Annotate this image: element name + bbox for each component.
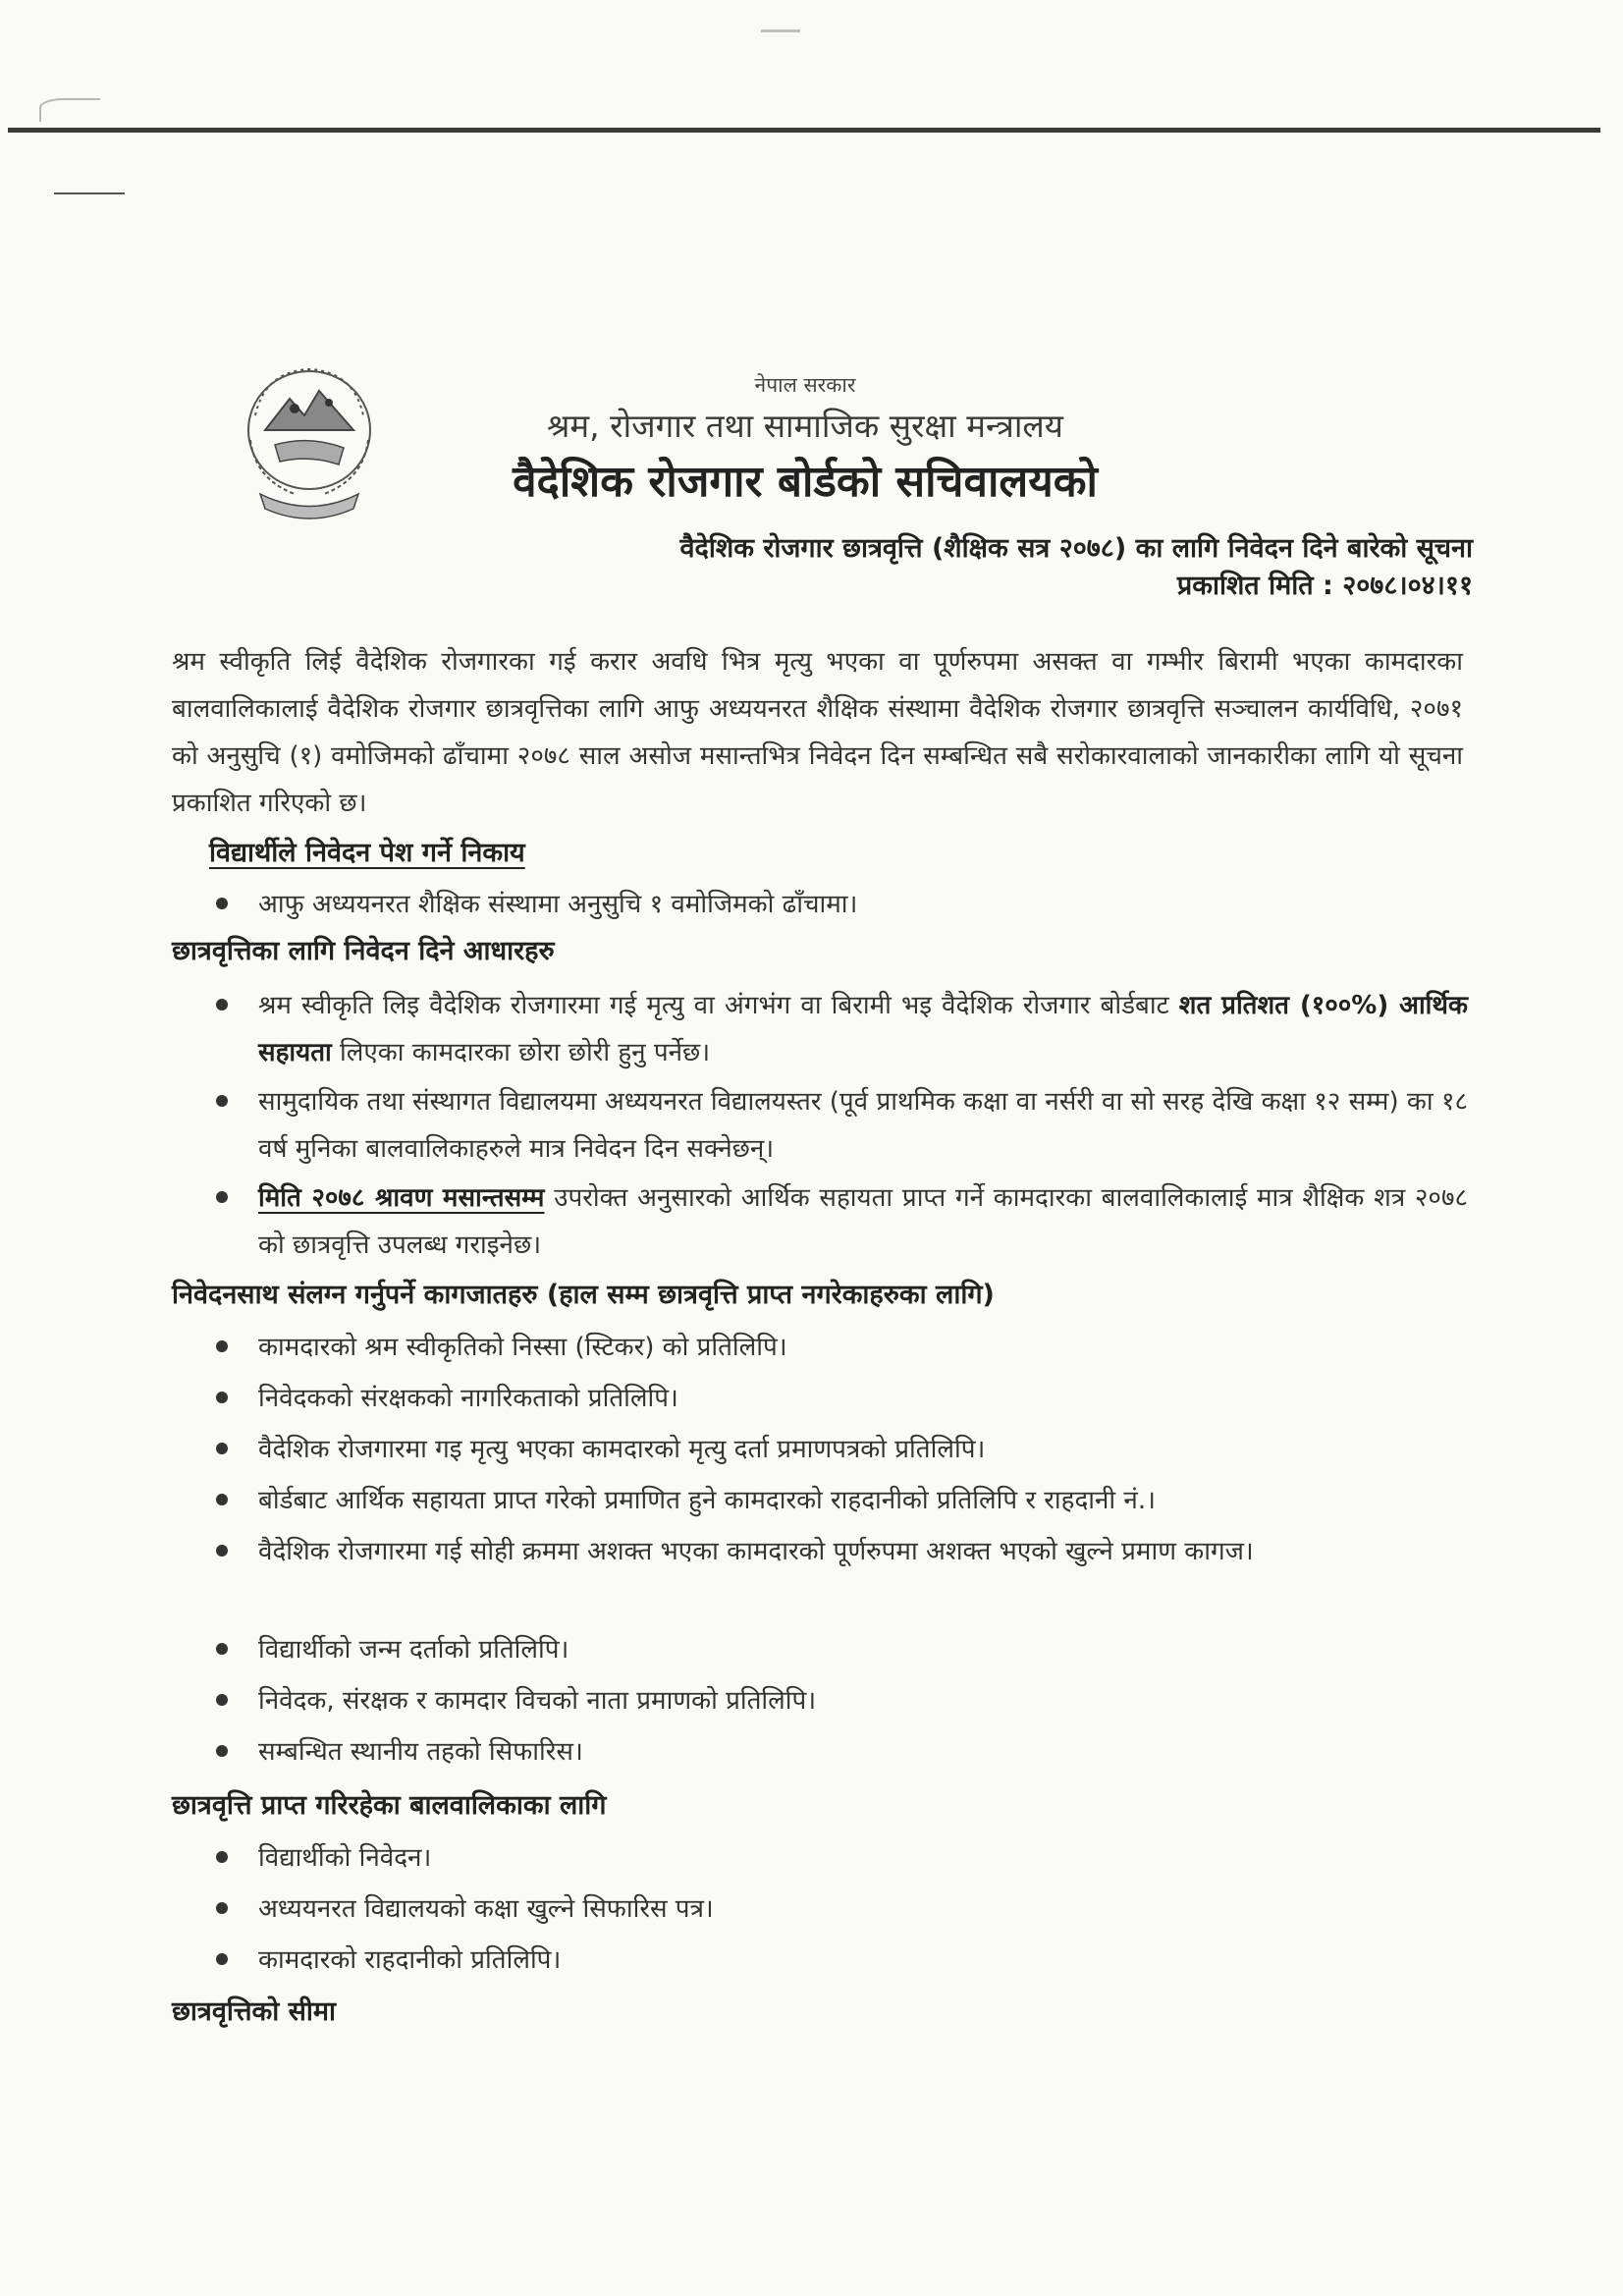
bullet-icon (216, 999, 228, 1011)
bullet-icon (216, 1745, 228, 1757)
bullet-icon (216, 1095, 228, 1107)
bullet-icon (216, 898, 228, 909)
list-item: मिति २०७८ श्रावण मसान्तसम्म उपरोक्त अनुसारको आर्थिक सहायता प्राप्त गर्ने कामदारका बालवालिकालाई मात्र शैक्षिक शत्र २०७८ को छात्रवृत्ति उपलब्ध गराइनेछ। (216, 1175, 1468, 1269)
list-item: निवेदकको संरक्षकको नागरिकताको प्रतिलिपि। (216, 1375, 1468, 1422)
bullet-icon (216, 1643, 228, 1655)
section-heading: विद्यार्थीले निवेदन पेश गर्ने निकाय (209, 838, 525, 868)
bullet-icon (216, 1902, 228, 1914)
ministry-name: श्रम, रोजगार तथा सामाजिक सुरक्षा मन्त्रालय (547, 407, 1063, 445)
bullet-icon (216, 1191, 228, 1203)
nepal-government-emblem-icon (236, 361, 383, 528)
list-item: निवेदक, संरक्षक र कामदार विचको नाता प्रमाणको प्रतिलिपि। (216, 1677, 1468, 1724)
bullet-icon (216, 1545, 228, 1557)
list-item: वैदेशिक रोजगारमा गई सोही क्रममा अशक्त भएका कामदारको पूर्णरुपमा अशक्त भएको खुल्ने प्रमाण कागज। (216, 1528, 1468, 1575)
bullet-icon (216, 1953, 228, 1965)
list-item: सामुदायिक तथा संस्थागत विद्यालयमा अध्ययनरत विद्यालयस्तर (पूर्व प्राथमिक कक्षा वा नर्सरी वा सो सरह देखि कक्षा १२ सम्म) का १८ वर्ष मुनिका बालवालिकाहरुले मात्र निवेदन दिन सक्नेछन्। (216, 1078, 1468, 1173)
scan-smudge (761, 29, 800, 32)
scan-mark (54, 192, 125, 194)
list-item: कामदारको राहदानीको प्रतिलिपि। (216, 1937, 1468, 1984)
secretariat-name: वैदेशिक रोजगार बोर्डको सचिवालयको (513, 457, 1098, 507)
list-item: विद्यार्थीको जन्म दर्ताको प्रतिलिपि। (216, 1626, 1468, 1673)
bullet-icon (216, 1443, 228, 1454)
list-item: विद्यार्थीको निवेदन। (216, 1834, 1468, 1882)
scan-border-line (8, 128, 1600, 133)
section-heading: निवेदनसाथ संलग्न गर्नुपर्ने कागजातहरु (हाल सम्म छात्रवृत्ति प्राप्त नगरेकाहरुका लागि) (172, 1280, 995, 1310)
section-heading: छात्रवृत्ति प्राप्त गरिरहेका बालवालिकाका लागि (172, 1790, 607, 1821)
bullet-icon (216, 1340, 228, 1352)
bullet-icon (216, 1851, 228, 1863)
list-item: आफु अध्ययनरत शैक्षिक संस्थामा अनुसुचि १ वमोजिमको ढाँचामा। (216, 881, 1468, 928)
list-item: वैदेशिक रोजगारमा गइ मृत्यु भएका कामदारको मृत्यु दर्ता प्रमाणपत्रको प्रतिलिपि। (216, 1426, 1468, 1473)
bullet-icon (216, 1694, 228, 1706)
scan-corner-mark (39, 98, 100, 122)
bullet-icon (216, 1494, 228, 1505)
section-heading: छात्रवृत्तिका लागि निवेदन दिने आधारहरु (172, 936, 555, 966)
notice-title: वैदेशिक रोजगार छात्रवृत्ति (शैक्षिक सत्र २०७८) का लागि निवेदन दिने बारेको सूचना (679, 533, 1473, 564)
list-item: कामदारको श्रम स्वीकृतिको निस्सा (स्टिकर) को प्रतिलिपि। (216, 1324, 1468, 1371)
section-heading: छात्रवृत्तिको सीमा (172, 1996, 336, 2027)
bullet-icon (216, 1392, 228, 1403)
intro-paragraph: श्रम स्वीकृति लिई वैदेशिक रोजगारका गई करार अवधि भित्र मृत्यु भएका वा पूर्णरुपमा असक्त वा गम्भीर बिरामी भएका कामदारका बालवालिकालाई वैदेशिक रोजगार छात्रवृत्तिका लागि आफु अध्ययनरत शैक्षिक संस्थामा वैदेशिक रोजगार छात्रवृत्ति सञ्चालन कार्यविधि, २०७१ को अनुसुचि (१) वमोजिमको ढाँचामा २०७८ साल असोज मसान्तभित्र निवेदन दिन सम्बन्धित सबै सरोकारवालाको जानकारीका लागि यो सूचना प्रकाशित गरिएको छ। (172, 647, 1463, 818)
published-date: प्रकाशित मिति : २०७८।०४।११ (1176, 571, 1473, 601)
government-label: नेपाल सरकार (754, 373, 856, 397)
list-item: बोर्डबाट आर्थिक सहायता प्राप्त गरेको प्रमाणित हुने कामदारको राहदानीको प्रतिलिपि र राहदानी नं.। (216, 1477, 1468, 1524)
list-item: सम्बन्धित स्थानीय तहको सिफारिस। (216, 1728, 1468, 1776)
list-item: श्रम स्वीकृति लिइ वैदेशिक रोजगारमा गई मृत्यु वा अंगभंग वा बिरामी भइ वैदेशिक रोजगार बोर्डबाट शत प्रतिशत (१००%) आर्थिक सहायता लिएका कामदारका छोरा छोरी हुनु पर्नेछ। (216, 982, 1468, 1076)
list-item: अध्ययनरत विद्यालयको कक्षा खुल्ने सिफारिस पत्र। (216, 1886, 1468, 1933)
